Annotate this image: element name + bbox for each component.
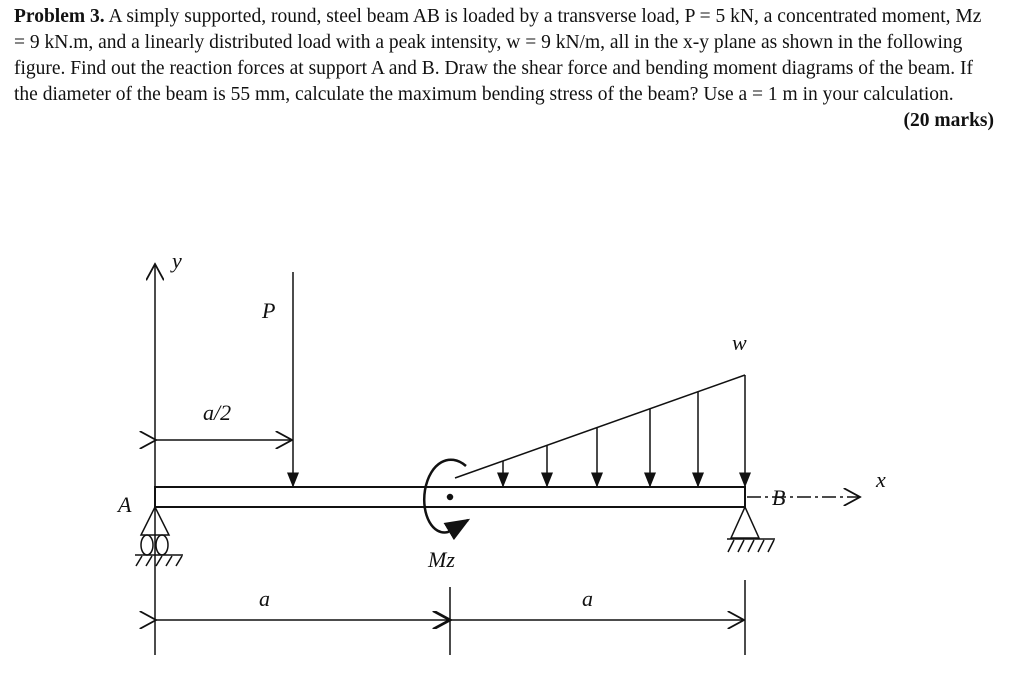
distributed-load — [455, 375, 745, 486]
w-label: w — [732, 330, 747, 355]
p-label: P — [262, 298, 276, 323]
moment-point — [448, 495, 453, 500]
x-axis-label: x — [876, 467, 886, 492]
problem-text: A simply supported, round, steel beam AB is loaded by a transverse load, P = 5 kN, a concentrated moment, Mz = 9 kN.m, and a linearly distributed load with a peak intensity, w = 9 kN/m, all in the x-y plane as shown in the following figure. Find out the reaction forces at support A and B. Draw the shear force and bending moment diagrams of the beam. If the diameter of the beam is 55 mm, calculate the maximum bending stress of the beam? Use a = 1 m in your calculation. — [14, 6, 982, 105]
y-axis-label: y — [172, 248, 182, 273]
a-left-label: a — [259, 586, 270, 611]
a-right-label: a — [582, 586, 593, 611]
marks-label: (20 marks) — [903, 110, 994, 131]
pin-support-b — [727, 507, 775, 552]
mz-label: Mz — [428, 547, 455, 572]
moment-arrow — [424, 460, 468, 533]
support-a-label: A — [118, 492, 132, 517]
half-a-label: a/2 — [203, 400, 232, 425]
problem-heading: Problem 3. — [14, 6, 105, 27]
roller-support-a — [135, 507, 183, 566]
support-b-label: B — [772, 485, 786, 510]
